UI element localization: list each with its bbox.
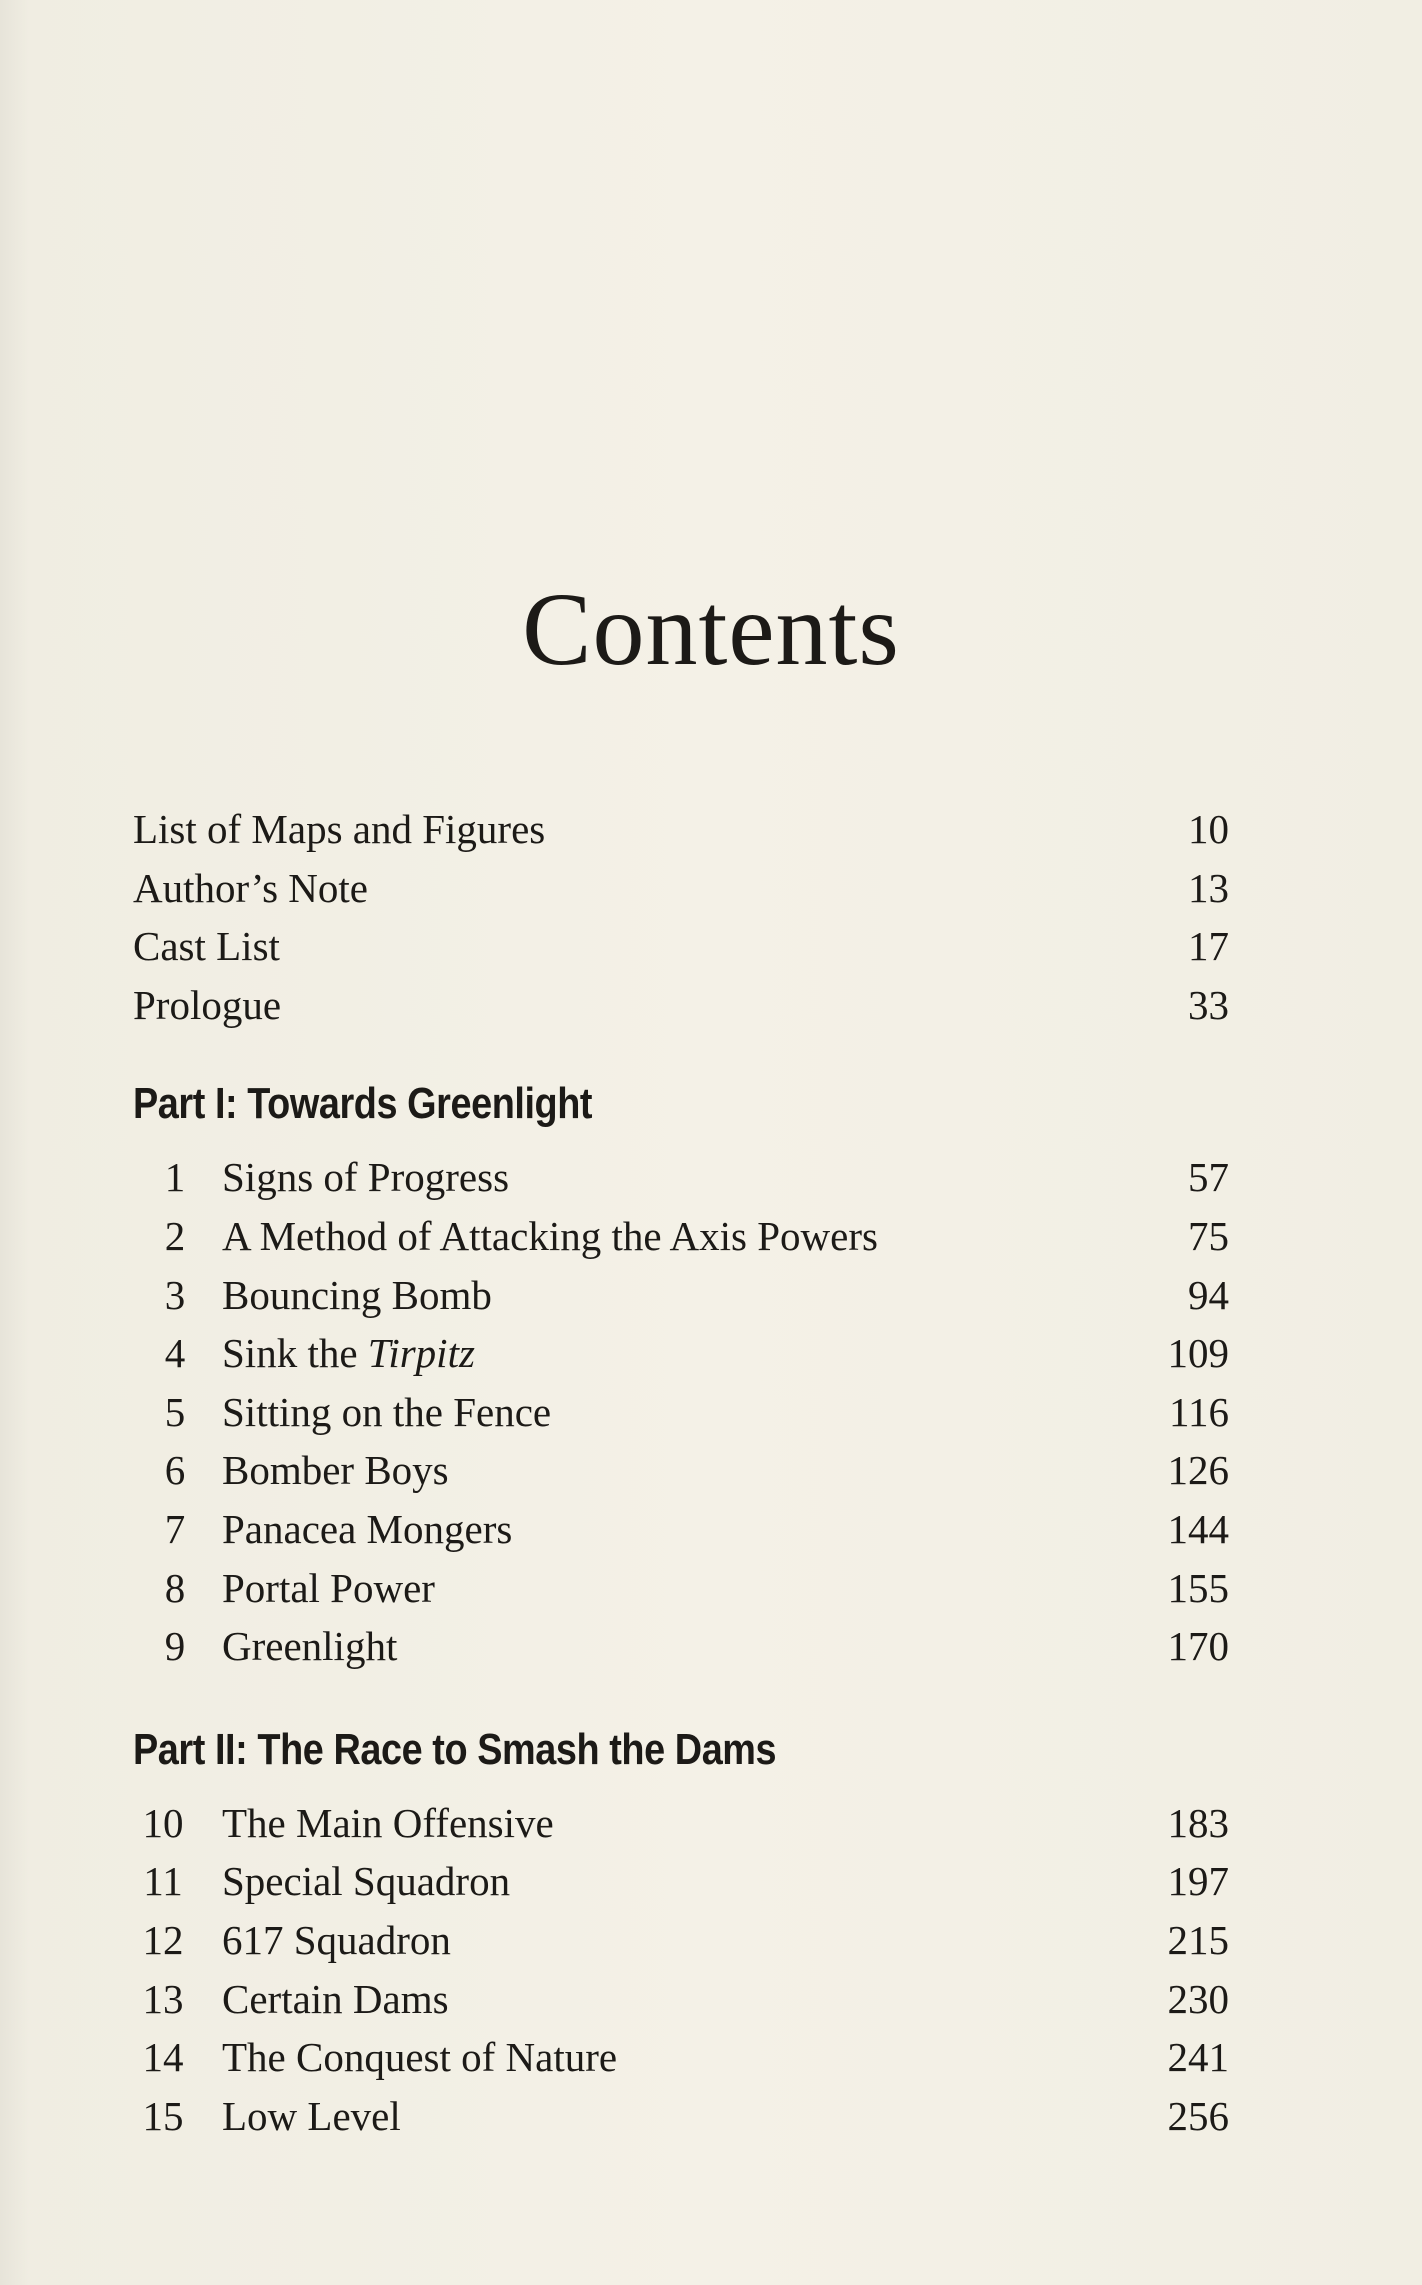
toc-chapter-8 [133, 1559, 1229, 1618]
chapter-title: The Conquest of Nature [222, 2034, 618, 2081]
toc-chapter-7 [133, 1500, 1229, 1559]
chapter-title: Signs of Progress [222, 1154, 510, 1201]
entry-page: 17 [1188, 923, 1229, 970]
toc-chapter-4 [133, 1324, 1229, 1383]
entry-title: List of Maps and Figures [133, 806, 546, 852]
chapter-title: Certain Dams [222, 1975, 449, 2022]
chapter-page: 183 [1167, 1799, 1229, 1846]
toc-chapter-3 [133, 1266, 1229, 1325]
chapter-number: 12 [142, 1916, 184, 1963]
chapter-title: Portal Power [222, 1564, 435, 1611]
chapter-number: 1 [164, 1154, 186, 1201]
chapter-page: 109 [1167, 1330, 1229, 1377]
table-of-contents [133, 800, 1229, 2145]
chapter-number: 14 [142, 2034, 184, 2081]
toc-chapter-10 [133, 1794, 1229, 1853]
chapter-page: 75 [1188, 1212, 1229, 1259]
toc-chapter-14 [133, 2028, 1229, 2087]
page-shadow [0, 0, 30, 2285]
toc-entry-maps [133, 800, 1229, 859]
chapter-number: 2 [164, 1212, 186, 1259]
chapter-page: 230 [1167, 1975, 1229, 2022]
chapter-title: Bouncing Bomb [222, 1271, 492, 1318]
chapter-page: 256 [1167, 2092, 1229, 2139]
chapter-number: 7 [164, 1505, 186, 1552]
chapter-title: Bomber Boys [222, 1447, 449, 1494]
chapter-number: 5 [164, 1388, 186, 1435]
entry-page: 10 [1188, 806, 1229, 852]
entry-title: Cast List [133, 923, 280, 970]
toc-chapter-1 [133, 1148, 1229, 1207]
part-heading: Part II: The Race to Smash the Dams [133, 1724, 777, 1774]
toc-chapter-6 [133, 1441, 1229, 1500]
chapter-page: 57 [1188, 1154, 1229, 1201]
chapter-title: The Main Offensive [222, 1799, 554, 1846]
chapter-title: Low Level [222, 2092, 401, 2139]
toc-chapter-13 [133, 1970, 1229, 2029]
toc-chapter-2 [133, 1207, 1229, 1266]
chapter-number: 15 [142, 2092, 184, 2139]
chapter-title: A Method of Attacking the Axis Powers [222, 1212, 878, 1259]
chapter-title: Greenlight [222, 1623, 398, 1670]
toc-chapter-9 [133, 1617, 1229, 1676]
chapter-page: 155 [1167, 1564, 1229, 1611]
chapter-number: 8 [164, 1564, 186, 1611]
chapter-title: 617 Squadron [222, 1916, 451, 1963]
toc-entry-prologue [133, 976, 1229, 1035]
entry-page: 13 [1188, 864, 1229, 911]
chapter-title: Sitting on the Fence [222, 1388, 552, 1435]
toc-chapter-15 [133, 2087, 1229, 2146]
part-heading: Part I: Towards Greenlight [133, 1079, 593, 1129]
chapter-page: 94 [1188, 1271, 1229, 1318]
toc-entry-authors-note [133, 859, 1229, 918]
chapter-title-italic: Tirpitz [367, 1330, 475, 1377]
chapter-title: Special Squadron [222, 1858, 511, 1905]
chapter-page: 170 [1167, 1623, 1229, 1670]
chapter-page: 215 [1167, 1916, 1229, 1963]
chapter-page: 144 [1167, 1505, 1229, 1552]
chapter-number: 6 [164, 1447, 186, 1494]
chapter-page: 126 [1167, 1447, 1229, 1494]
chapter-number: 3 [164, 1271, 186, 1318]
toc-chapter-11 [133, 1852, 1229, 1911]
chapter-number: 9 [164, 1623, 186, 1670]
toc-entry-cast-list [133, 917, 1229, 976]
chapter-number: 10 [142, 1799, 184, 1846]
entry-title: Author’s Note [133, 864, 368, 911]
toc-chapter-5 [133, 1383, 1229, 1442]
chapter-page: 197 [1167, 1858, 1229, 1905]
chapter-page: 241 [1167, 2034, 1229, 2081]
toc-chapter-12 [133, 1911, 1229, 1970]
chapter-title [222, 1324, 475, 1383]
page-title: Contents [522, 571, 900, 687]
chapter-title-text: Sink the [222, 1330, 368, 1377]
chapter-page: 116 [1169, 1388, 1229, 1435]
entry-title: Prologue [133, 981, 282, 1028]
chapter-number: 13 [142, 1975, 184, 2022]
chapter-number: 11 [143, 1858, 183, 1905]
entry-page: 33 [1188, 981, 1229, 1028]
chapter-title: Panacea Mongers [222, 1505, 513, 1552]
chapter-number: 4 [164, 1330, 186, 1377]
